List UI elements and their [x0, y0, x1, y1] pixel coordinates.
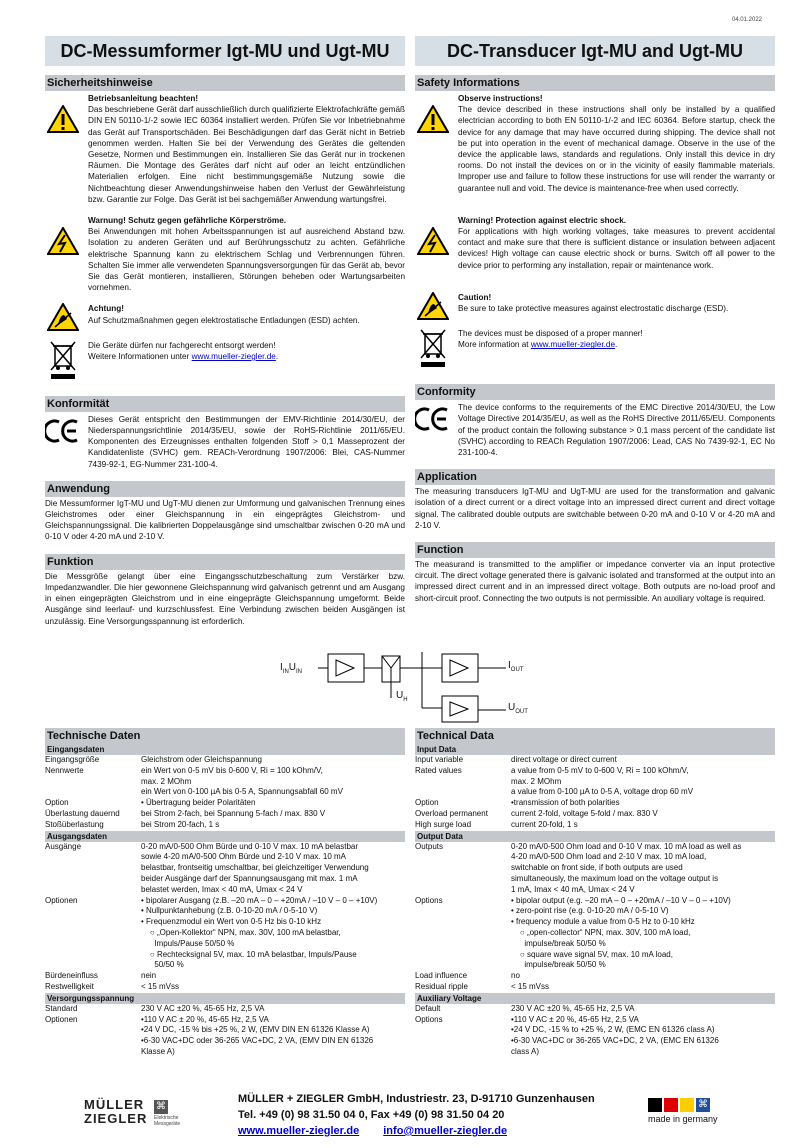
output-data-heading: Output Data	[415, 831, 775, 842]
made-in-germany-badge	[648, 1098, 728, 1124]
row-label: Options	[415, 895, 443, 905]
row-value-line: 4-20 mA/0-500 Ohm load and 2-10 V max. 10 mA load,	[511, 852, 707, 862]
safety-title-2: Warning! Protection against electric shock.	[458, 215, 627, 225]
row-value-line: ein Wert von 0-5 mV bis 0-600 V, Ri = 100 kOhm/V,	[141, 765, 323, 775]
row-value-line: bei Strom 2-fach, bei Spannung 5-fach / max. 830 V	[141, 808, 326, 818]
row-value-line: •6-30 VAC+DC or 36-265 VAC+DC, 2 VA, (EMC EN 61326	[511, 1036, 719, 1046]
row-label: Option	[415, 798, 439, 808]
input-data-table	[415, 755, 775, 831]
table-row	[415, 971, 775, 982]
row-value	[511, 896, 775, 972]
row-value-line: direct voltage or direct current	[511, 755, 617, 764]
table-row	[45, 971, 405, 982]
row-value	[141, 982, 405, 993]
output-voltage-label	[508, 702, 528, 715]
safety-text-1: Das beschriebene Gerät darf ausschließlich durch qualifizierte Elektrofachkräfte gemäß DIN EN 50110-1/-2 sowie IEC 60364 installiert werden. Prüfen Sie vor Inbetriebnahme das Gerät auf Transportschäden. Bei Beschädigungen darf das Gerät nicht in Betrieb genommen werden. Halten Sie bei der Verwendung des Gerätes die geltenden Gesetze, Normen und Bestimmungen ein. Installieren Sie das Gerät nur in trockenen Räumen. Die Montage des Gerätes darf nicht auf oder an leicht entzündlichen Materialien erfolgen. Eine nicht bestimmungsgemäße Nutzung sowie die Nichtbeachtung dieser Anwendungshinweise haben den Verlust der Gewährleistung bzw. Garantie zur Folge. Das Gerät ist bei sachgemäßer Anwendung wartungsfrei.	[88, 105, 405, 204]
row-label: Überlastung dauernd	[45, 808, 120, 818]
application-heading: Anwendung	[45, 481, 405, 497]
safety-title-1: Betriebsanleitung beachten!	[88, 94, 199, 103]
table-row	[415, 755, 775, 766]
row-value-line: bei Strom 20-fach, 1 s	[141, 819, 220, 829]
table-row	[45, 1015, 405, 1058]
logo-tagline	[154, 1115, 180, 1127]
safety-heading: Safety Informations	[415, 75, 775, 91]
footer-website-link[interactable]: www.mueller-ziegler.de	[238, 1125, 360, 1137]
safety-heading: Sicherheitshinweise	[45, 75, 405, 91]
row-value	[511, 755, 775, 766]
row-value	[511, 809, 775, 820]
safety-text-3: Auf Schutzmaßnahmen gegen elektrostatische Entladungen (ESD) achten.	[88, 315, 360, 325]
row-value-line: nein	[141, 971, 157, 981]
row-label: Overload permanent	[415, 808, 488, 818]
row-label: Ausgänge	[45, 841, 82, 851]
table-row	[45, 982, 405, 993]
safety-title-1: Observe instructions!	[458, 94, 543, 103]
tech-data-en	[415, 728, 775, 1058]
table-row	[415, 1015, 775, 1058]
application-text: Die Messumformer IgT-MU und UgT-MU dienen zur Umformung und galvanischen Trennung eines Gleichstromes oder einer Gleichspannung in ein eingeprägtes Gleichstrom- und Gleichspannungssignal. Die kalibrierten Doppelausgänge sind umschaltbar zwischen 0-20 mA und 0-10 V oder 4-20 mA und 2-10 V.	[45, 498, 405, 542]
row-value-line: max. 2 MOhm	[511, 776, 562, 786]
row-value	[511, 1015, 775, 1058]
high-voltage-icon	[417, 227, 449, 255]
row-value-line: belastet werden, Imax < 40 mA, Umax < 24 V	[141, 884, 303, 894]
conformity-heading: Konformität	[45, 396, 405, 412]
esd-icon	[47, 303, 79, 331]
row-value-line: beider Ausgänge darf der Spannungsausgang mit max. 1 mA	[141, 873, 358, 883]
row-value-line: a value from 0-100 µA to 0-5 A, voltage drop 60 mV	[511, 787, 694, 797]
row-value	[511, 1004, 775, 1015]
row-value-line: ○ square wave signal 5V, max. 10 mA load,	[511, 949, 673, 959]
row-value-line: current 20-fold, 1 s	[511, 819, 578, 829]
warning-exclamation-icon	[47, 105, 79, 133]
row-value-line: •transmission of both polarities	[511, 798, 620, 808]
output-voltage-symbol: U	[508, 702, 516, 713]
input-current-subscript: IN	[282, 669, 289, 675]
esd-icon	[417, 292, 449, 320]
row-value-line: ○ „Open-Kollektor“ NPN, max. 30V, 100 mA belastbar,	[141, 927, 341, 937]
table-row	[415, 809, 775, 820]
row-value-line: • bipolarer Ausgang (z.B. –20 mA – 0 – +20mA / –10 V – 0 – +10V)	[141, 895, 378, 905]
supply-heading: Auxiliary Voltage	[415, 993, 775, 1004]
row-label: Default	[415, 1003, 441, 1013]
company-logo	[84, 1098, 194, 1138]
row-value-line: simultaneously, the maximum load on the voltage output is	[511, 873, 719, 883]
title-de: DC-Messumformer Igt-MU und Ugt-MU	[45, 36, 405, 66]
row-value-line: • Übertragung beider Polaritäten	[141, 798, 256, 808]
more-info-text: Weitere Informationen unter	[88, 352, 190, 362]
row-value	[141, 1004, 405, 1015]
row-label: Residual ripple	[415, 981, 468, 991]
table-row	[415, 798, 775, 809]
row-value	[141, 798, 405, 809]
row-label: Outputs	[415, 841, 444, 851]
row-value-line: impulse/break 50/50 %	[511, 960, 606, 970]
row-value	[511, 842, 775, 896]
row-value	[141, 1015, 405, 1058]
conformity-text: Dieses Gerät entspricht den Bestimmungen der EMV-Richtlinie 2014/30/EU, der Niederspannungsrichtlinie 2014/35/EU, sowie der RoHS-Richtlinie 2011/65/EU. Komponenten des Erzeugnisses enthalten folgenden Stoff > 0,1 Masseprozent der Kandidatenliste (SVHC) gem. REACh-Verordnung 1907/2006: Blei, CAS-Nummer 7439-92-1, EG-Nummer 231-100-4.	[88, 414, 405, 469]
input-current-label: I	[280, 662, 283, 673]
output-current-symbol: I	[508, 660, 511, 671]
document-date: 04.01.2022	[731, 17, 762, 23]
row-value-line: •24 V DC, -15 % to +25 %, 2 W, (EMC EN 61326 class A)	[511, 1025, 715, 1035]
row-value-line: 0-20 mA/0-500 Ohm Bürde und 0-10 V max. 10 mA belastbar	[141, 841, 359, 851]
application-text: The measuring transducers IgT-MU and UgT-MU are used for the transformation and galvanic isolation of a direct current or a direct voltage into an impressed direct current and direct voltage signal. The calibrated double outputs are switchable between 0-20 mA and 0-10 V or 4-20 mA and 2-10 V.	[415, 487, 775, 530]
tech-heading: Technical Data	[415, 728, 775, 744]
function-heading: Funktion	[45, 554, 405, 570]
row-value	[511, 798, 775, 809]
input-voltage-label: U	[288, 662, 297, 673]
row-value-line: 50/50 %	[141, 960, 184, 970]
logo-tag-1: Elektrische	[154, 1115, 179, 1121]
table-row	[415, 982, 775, 993]
weee-disposal-icon	[49, 340, 77, 380]
aux-voltage-subscript: H	[403, 697, 408, 703]
warning-exclamation-icon	[417, 105, 449, 133]
logo-line-1: MÜLLER	[84, 1097, 145, 1112]
safety-text-2: Bei Anwendungen mit hohen Arbeitsspannungen ist auf ausreichend Abstand bzw. Isolation zu anderen Geräten und auf Berührungsschutz zu achten. Gefährliche elektrische Spannung kann zu elektrischem Schlag und Verbrennungen führen. Schalten Sie immer alle verwendeten Spannungsversorgungen für das Gerät ab, bevor Sie das Gerät montieren, installieren, Störungen beheben oder Wartungsarbeiten vornehmen.	[88, 227, 405, 293]
row-label: Load influence	[415, 971, 468, 981]
row-value	[511, 982, 775, 993]
ce-mark-icon	[415, 406, 449, 432]
safety-title-2: Warnung! Schutz gegen gefährliche Körperströme.	[88, 216, 287, 226]
table-row	[415, 842, 775, 896]
safety-title-3: Caution!	[458, 292, 492, 302]
input-data-table	[45, 755, 405, 831]
website-link[interactable]: www.mueller-ziegler.de	[191, 352, 276, 362]
output-data-table	[415, 842, 775, 993]
row-value-line: •110 V AC ± 20 %, 45-65 Hz, 2,5 VA	[511, 1014, 639, 1024]
row-value-line: •110 V AC ± 20 %, 45-65 Hz, 2,5 VA	[141, 1014, 269, 1024]
tech-heading: Technische Daten	[45, 728, 405, 744]
row-value	[141, 842, 405, 896]
input-label	[280, 662, 302, 675]
logo-tag-2: Messgeräte	[154, 1121, 181, 1127]
table-row	[415, 896, 775, 972]
table-row	[45, 755, 405, 766]
table-row	[45, 1004, 405, 1015]
row-value	[141, 896, 405, 972]
website-link[interactable]: www.mueller-ziegler.de	[530, 340, 616, 350]
row-label: Optionen	[45, 895, 78, 905]
input-data-heading: Eingangsdaten	[45, 744, 405, 755]
row-value-line: current 2-fold, voltage 5-fold / max. 830 V	[511, 808, 658, 818]
aux-voltage-label	[396, 690, 408, 703]
column-de	[45, 75, 405, 627]
table-row	[45, 896, 405, 972]
row-value	[141, 809, 405, 820]
logo-line-2: ZIEGLER	[84, 1111, 148, 1126]
row-value	[141, 755, 405, 766]
row-label: Bürdeneinfluss	[45, 971, 98, 981]
title-en: DC-Transducer Igt-MU and Ugt-MU	[415, 36, 775, 66]
row-value-line: a value from 0-5 mV to 0-600 V, Ri = 100 kOhm/V,	[511, 765, 689, 775]
company-contact	[238, 1091, 595, 1139]
output-data-table	[45, 842, 405, 993]
output-voltage-subscript: OUT	[515, 709, 528, 715]
row-value-line: Gleichstrom oder Gleichspannung	[141, 755, 262, 764]
output-current-subscript: OUT	[510, 667, 524, 673]
table-row	[415, 1004, 775, 1015]
made-in-label: made in germany	[648, 1114, 718, 1124]
company-address: MÜLLER + ZIEGLER GmbH, Industriestr. 23, D-91710 Gunzenhausen	[238, 1093, 595, 1105]
row-value-line: switchable on front side, if both outputs are used	[511, 863, 683, 873]
logo-symbol-icon: ⌘	[156, 1101, 166, 1112]
disposal-text: The devices must be disposed of a proper manner!	[458, 329, 643, 339]
table-row	[415, 820, 775, 831]
table-row	[45, 798, 405, 809]
input-voltage-subscript: IN	[296, 669, 303, 675]
footer-email-link[interactable]: info@mueller-ziegler.de	[383, 1125, 508, 1137]
row-value-line: 1 mA, Imax < 40 mA, Umax < 24 V	[511, 884, 635, 894]
row-value-line: class A)	[511, 1046, 540, 1056]
column-en	[415, 75, 775, 604]
row-value-line: 230 V AC ±20 %, 45-65 Hz, 2,5 VA	[141, 1003, 265, 1013]
row-label: Standard	[45, 1003, 78, 1013]
more-info-text: More information at	[458, 340, 529, 350]
sentence-period: .	[275, 352, 279, 362]
weee-disposal-icon	[419, 328, 447, 368]
function-text: Die Messgröße gelangt über eine Eingangsschutzbeschaltung zum Verstärker bzw. Impedanzwandler. Die hier gewonnene Gleichspannung wird galvanisch getrennt und am Ausgang in einen eingeprägten Gleichstrom und in eine eingeprägte Gleichspannung umgeformt. Beide Ausgänge sind leerlauf- und kurzschlussfest. Eine Verbindung zwischen beiden Ausgängen ist unzulässig. Eine Versorgungsspannung ist erforderlich.	[45, 571, 405, 626]
function-text: The measurand is transmitted to the amplifier or impedance converter via an input protective circuit. The direct voltage generated there is galvanic isolated and transformed at the output into an impressed direct current and in an impressed direct voltage. Both outputs are no-load proof and short-circuit proof. Connecting the two outputs is not permissible. An auxiliary voltage is required.	[415, 560, 775, 603]
row-label: Eingangsgröße	[45, 755, 100, 764]
row-value-line: Impuls/Pause 50/50 %	[141, 938, 235, 948]
sentence-period: .	[615, 340, 618, 350]
row-label: Input variable	[415, 755, 464, 764]
row-value-line: 0-20 mA/0-500 Ohm load and 0-10 V max. 10 mA load as well as	[511, 841, 742, 851]
table-row	[415, 766, 775, 798]
disposal-text: Die Geräte dürfen nur fachgerecht entsorgt werden!	[88, 340, 276, 350]
conformity-text: The device conforms to the requirements of the EMC Directive 2014/30/EU, the Low Voltage Directive 2014/35/EU, as well as the RoHS Directive 2011/65/EU. Components of the product contain the following substance > 0.1 mass percent of the candidate list (SVHC) according to REACh Regulation 1907/2006: Lead, CAS No 7439-92-1, EC No 231-100-4.	[458, 403, 775, 458]
row-label: Option	[45, 798, 69, 808]
supply-heading: Versorgungsspannung	[45, 993, 405, 1004]
row-value-line: • frequency module a value from 0-5 Hz to 0-10 kHz	[511, 917, 695, 927]
row-value	[141, 820, 405, 831]
row-value-line: < 15 mVss	[141, 981, 180, 991]
flag-black-square	[648, 1098, 662, 1112]
row-value-line: •24 V DC, -15 % bis +25 %, 2 W, (EMV DIN EN 61326 Klasse A)	[141, 1025, 370, 1035]
row-value-line: impulse/break 50/50 %	[511, 938, 606, 948]
output-current-label	[508, 660, 523, 673]
row-value-line: < 15 mVss	[511, 981, 550, 991]
ce-mark-icon	[45, 418, 79, 444]
row-value-line: • Frequenzmodul ein Wert von 0-5 Hz bis 0-10 kHz	[141, 917, 322, 927]
safety-text-2: For applications with high working voltages, take measures to prevent accidental contact and make sure that there is sufficient distance or insulation between adjacent devices! High voltage can cause electric shock or burns. Switch off all power to the device prior to performing any installation, repair or maintenance work.	[458, 227, 775, 270]
row-label: Rated values	[415, 765, 462, 775]
conformity-heading: Conformity	[415, 384, 775, 400]
table-row	[45, 820, 405, 831]
supply-table	[45, 1004, 405, 1058]
supply-table	[415, 1004, 775, 1058]
safety-title-3: Achtung!	[88, 304, 124, 314]
row-value-line: ein Wert von 0-100 µA bis 0-5 A, Spannungsabfall 60 mV	[141, 787, 343, 797]
tech-data-de	[45, 728, 405, 1058]
row-label: Optionen	[45, 1014, 78, 1024]
application-heading: Application	[415, 469, 775, 485]
output-data-heading: Ausgangsdaten	[45, 831, 405, 842]
row-value	[511, 971, 775, 982]
logo-mark-icon: ⌘	[698, 1099, 708, 1110]
row-value-line: Klasse A)	[141, 1046, 175, 1056]
input-data-heading: Input Data	[415, 744, 775, 755]
function-heading: Function	[415, 542, 775, 558]
row-value-line: • bipolar output (e.g. –20 mA – 0 – +20mA / –10 V – 0 – +10V)	[511, 895, 731, 905]
row-label: Restwelligkeit	[45, 981, 94, 991]
table-row	[45, 809, 405, 820]
row-value-line: ○ „open-collector“ NPN, max. 30V, 100 mA load,	[511, 927, 691, 937]
table-row	[45, 766, 405, 798]
row-value	[511, 766, 775, 798]
table-row	[45, 842, 405, 896]
row-label: Options	[415, 1014, 443, 1024]
row-label: Stoßüberlastung	[45, 819, 104, 829]
row-label: High surge load	[415, 819, 472, 829]
footer	[0, 1082, 808, 1148]
row-value	[141, 766, 405, 798]
row-value-line: ○ Rechtecksignal 5V, max. 10 mA belastbar, Impuls/Pause	[141, 949, 357, 959]
row-value-line: no	[511, 971, 520, 981]
row-value-line: belastbar, frontseitig umschaltbar, bei gleichzeitiger Verwendung	[141, 863, 369, 873]
block-diagram	[270, 648, 550, 724]
row-value-line: •6-30 VAC+DC oder 36-265 VAC+DC, 2 VA, (EMV DIN EN 61326	[141, 1036, 374, 1046]
row-value-line: max. 2 MOhm	[141, 776, 192, 786]
company-phone: Tel. +49 (0) 98 31.50 04 0, Fax +49 (0) 98 31.50 04 20	[238, 1109, 505, 1121]
row-value	[141, 971, 405, 982]
row-value	[511, 820, 775, 831]
row-label: Nennwerte	[45, 765, 84, 775]
safety-text-3: Be sure to take protective measures against electrostatic discharge (ESD).	[458, 304, 729, 314]
row-value-line: 230 V AC ±20 %, 45-65 Hz, 2,5 VA	[511, 1003, 635, 1013]
flag-gold-square	[680, 1098, 694, 1112]
safety-text-1: The device described in these instructions shall only be installed by a qualified electrician according to both EN 50110-1/-2 and IEC 60364. Before startup, check the device for any damage that may have occurred during shipping. The device shall not be put into operation in the event of mechanical damage. Observe in the use of the device the applicable laws, standards and regulations. Only install this device in dry rooms. Do not install the devices on or in the vicinity of easily flammable materials. Improper use and failure to follow these instructions for use will render the warranty or guarantee null and void. The device is maintenance-free when used correctly.	[458, 105, 775, 193]
high-voltage-icon	[47, 227, 79, 255]
row-value-line: sowie 4-20 mA/0-500 Ohm Bürde und 2-10 V max. 10 mA	[141, 852, 346, 862]
row-value-line: • Nullpunktanhebung (z.B. 0-10-20 mA / 0-5-10 V)	[141, 906, 318, 916]
aux-voltage-symbol: U	[396, 690, 404, 701]
flag-red-square	[664, 1098, 678, 1112]
row-value-line: • zero-point rise (e.g. 0-10-20 mA / 0-5-10 V)	[511, 906, 669, 916]
